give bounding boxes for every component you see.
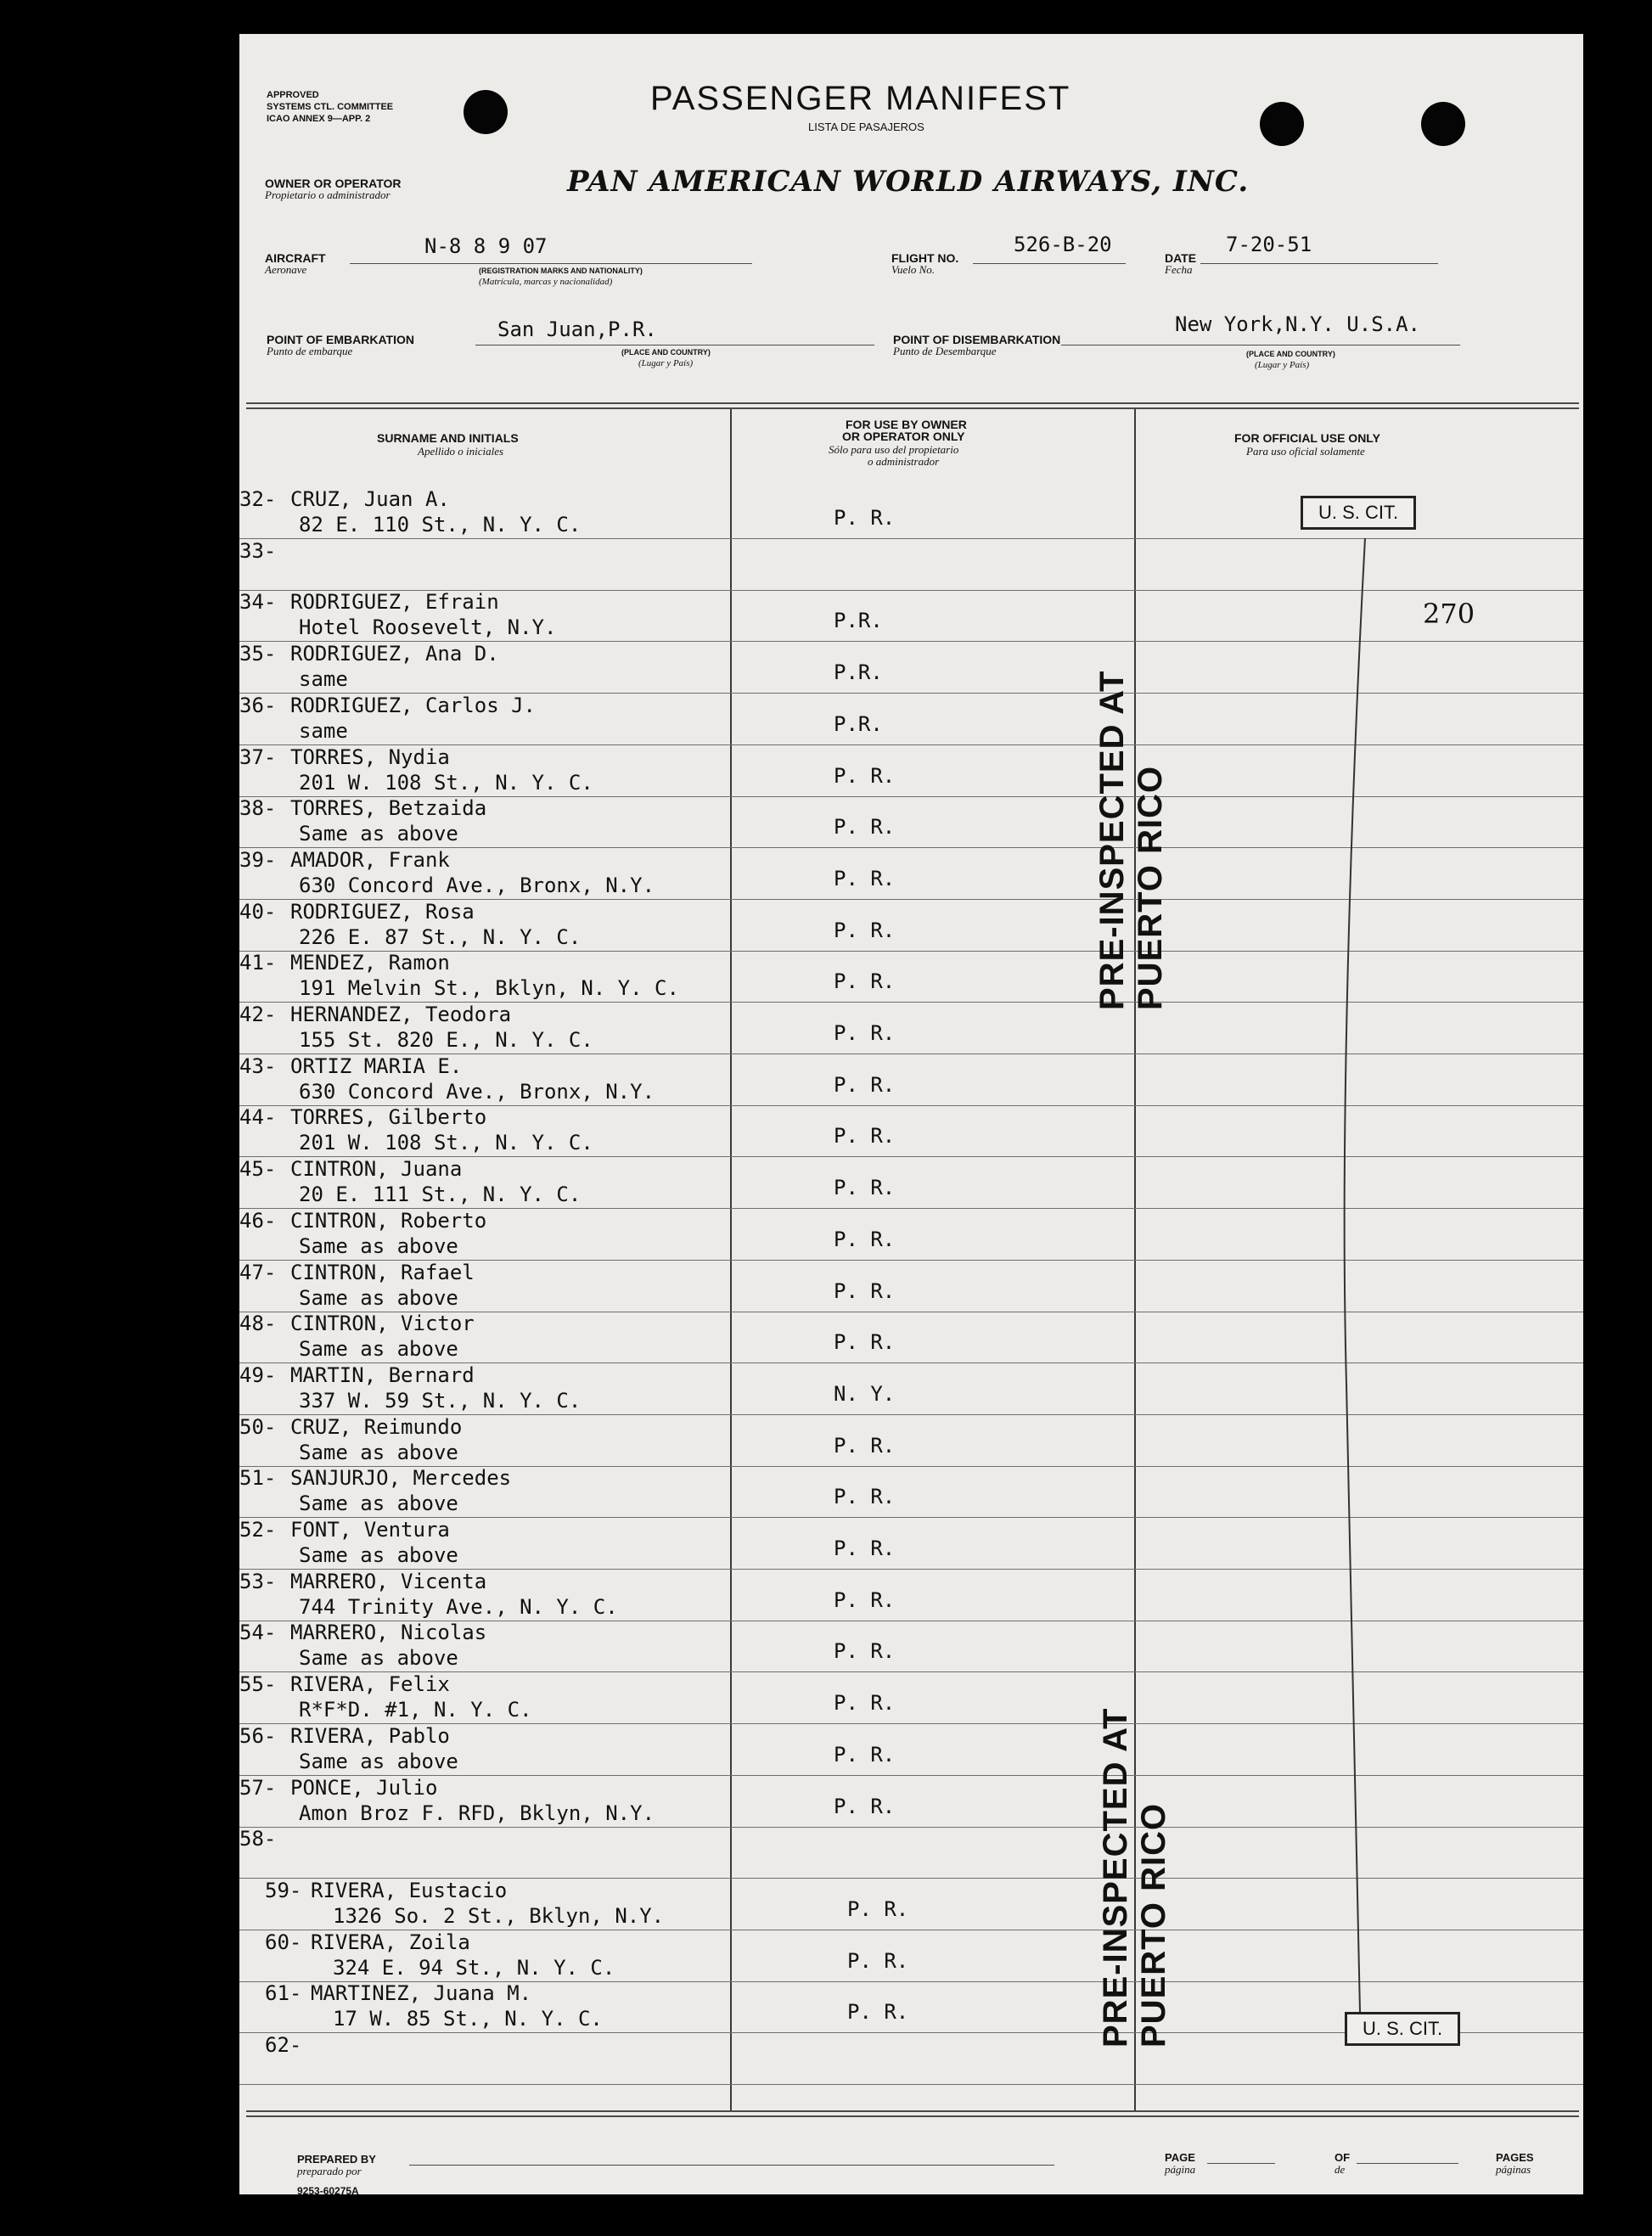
aircraft-label-es: Aeronave [265, 263, 307, 276]
disembark-label-es: Punto de Desembarque [893, 345, 997, 357]
pages-label-es: páginas [1496, 2163, 1531, 2176]
passenger-number: 48- [239, 1312, 277, 1336]
passenger-number: 40- [239, 899, 277, 924]
passenger-name: CINTRON, Rafael [290, 1260, 475, 1284]
operator-code: P.R. [834, 660, 883, 685]
passenger-number: 54- [239, 1621, 277, 1645]
passenger-name: TORRES, Betzaida [290, 796, 487, 821]
passenger-address: R*F*D. #1, N. Y. C. [299, 1698, 532, 1722]
official-column-header-es: Para uso oficial solamente [1246, 445, 1365, 458]
passenger-address: 191 Melvin St., Bklyn, N. Y. C. [299, 976, 679, 1001]
operator-column-header-2: OR OPERATOR ONLY [842, 430, 965, 443]
passenger-name: AMADOR, Frank [290, 847, 450, 872]
disembark-note: (PLACE AND COUNTRY) [1246, 350, 1335, 358]
bracket-line [1335, 535, 1385, 2029]
manifest-page [239, 34, 1583, 2194]
disembark-value: New York,N.Y. U.S.A. [1175, 312, 1420, 336]
passenger-address: same [299, 667, 348, 692]
passenger-number: 60- [265, 1930, 302, 1954]
owner-label: OWNER OR OPERATOR [265, 177, 402, 190]
pages-label: PAGES [1496, 2151, 1534, 2164]
operator-column-header-1: FOR USE BY OWNER [846, 418, 967, 431]
passenger-address: 226 E. 87 St., N. Y. C. [299, 924, 582, 949]
operator-code: P. R. [847, 1896, 909, 1921]
passenger-name: HERNANDEZ, Teodora [290, 1003, 512, 1026]
passenger-name: PONCE, Julio [290, 1775, 438, 1800]
operator-code: P. R. [834, 1021, 896, 1045]
passenger-number: 42- [239, 1003, 277, 1026]
passenger-name: CINTRON, Victor [290, 1312, 475, 1336]
operator-code: P.R. [834, 609, 883, 633]
passenger-number: 57- [239, 1775, 277, 1800]
passenger-number: 45- [239, 1157, 277, 1182]
prepared-by-label: PREPARED BY [297, 2153, 376, 2166]
passenger-number: 46- [239, 1208, 277, 1233]
owner-value: PAN AMERICAN WORLD AIRWAYS, INC. [567, 165, 1250, 199]
row-divider [239, 2084, 1583, 2085]
operator-code: P. R. [834, 1227, 896, 1251]
passenger-number: 53- [239, 1569, 277, 1593]
passenger-name: CRUZ, Reimundo [290, 1414, 463, 1439]
passenger-number: 59- [265, 1878, 302, 1902]
date-label-es: Fecha [1165, 263, 1193, 276]
operator-code: P. R. [834, 1072, 896, 1097]
operator-code: P. R. [834, 815, 896, 840]
date-label: DATE [1165, 251, 1197, 265]
passenger-name: MARTINEZ, Juana M. [311, 1981, 532, 2006]
passenger-name: TORRES, Gilberto [290, 1105, 487, 1130]
passenger-name: MARTIN, Bernard [290, 1362, 475, 1387]
aircraft-label: AIRCRAFT [265, 251, 326, 265]
flight-label: FLIGHT NO. [891, 251, 959, 265]
us-citizen-stamp-top: U. S. CIT. [1301, 496, 1416, 530]
operator-code: P. R. [834, 1587, 896, 1612]
passenger-address: Same as above [299, 1337, 458, 1362]
passenger-name: SANJURJO, Mercedes [290, 1466, 512, 1491]
approval-line-1: APPROVED [267, 90, 319, 100]
passenger-number: 47- [239, 1260, 277, 1284]
aircraft-note: (REGISTRATION MARKS AND NATIONALITY) [479, 267, 643, 275]
owner-label-es: Propietario o administrador [265, 188, 391, 201]
embark-note-es: (Lugar y País) [638, 358, 694, 368]
date-value: 7-20-51 [1226, 233, 1312, 256]
passenger-name: MARRERO, Nicolas [290, 1621, 487, 1645]
operator-code: P. R. [834, 1691, 896, 1716]
disembark-label: POINT OF DISEMBARKATION [893, 333, 1061, 346]
passenger-number: 55- [239, 1672, 277, 1697]
page-subtitle: LISTA DE PASAJEROS [808, 121, 924, 133]
passenger-address: Same as above [299, 1233, 458, 1258]
operator-code: P.R. [834, 711, 883, 736]
operator-code: N. Y. [834, 1381, 896, 1406]
passenger-name: ORTIZ MARIA E. [290, 1053, 463, 1078]
page-label-es: página [1165, 2163, 1196, 2176]
passenger-address: Same as above [299, 1285, 458, 1310]
aircraft-value: N-8 8 9 07 [424, 234, 548, 258]
embark-value: San Juan,P.R. [497, 317, 657, 341]
passenger-number: 33- [239, 538, 277, 563]
passenger-number: 36- [239, 693, 277, 717]
passenger-number: 51- [239, 1466, 277, 1491]
passenger-address: 744 Trinity Ave., N. Y. C. [299, 1594, 618, 1619]
operator-column-header-es-1: Sólo para uso del propietario [829, 443, 959, 456]
operator-code: P. R. [834, 1485, 896, 1509]
passenger-address: Same as above [299, 1440, 458, 1464]
official-column-header: FOR OFFICIAL USE ONLY [1234, 431, 1380, 445]
form-number: 9253-60275A [297, 2185, 359, 2194]
passenger-number: 62- [265, 2033, 302, 2057]
operator-code: P. R. [834, 969, 896, 994]
operator-code: P. R. [834, 866, 896, 890]
operator-code: P. R. [834, 1176, 896, 1200]
passenger-address: 1326 So. 2 St., Bklyn, N.Y. [333, 1903, 665, 1928]
prepared-by-line [409, 2165, 1054, 2166]
operator-code: P. R. [847, 1948, 909, 1973]
passenger-name: RODRIGUEZ, Efrain [290, 590, 499, 615]
passenger-name: RODRIGUEZ, Ana D. [290, 642, 499, 666]
table-bottom-rule-1 [246, 2110, 1579, 2112]
passenger-name: MARRERO, Vicenta [290, 1569, 487, 1593]
of-line [1357, 2163, 1458, 2164]
passenger-number: 38- [239, 796, 277, 821]
passenger-number: 44- [239, 1105, 277, 1130]
passenger-address: 337 W. 59 St., N. Y. C. [299, 1388, 582, 1413]
passenger-number: 43- [239, 1053, 277, 1078]
page-line [1207, 2163, 1275, 2164]
aircraft-note-es: (Matrícula, marcas y nacionalidad) [479, 277, 613, 287]
passenger-address: 324 E. 94 St., N. Y. C. [333, 1955, 615, 1980]
operator-code: P. R. [834, 1124, 896, 1149]
passenger-name: RODRIGUEZ, Carlos J. [290, 693, 536, 717]
passenger-number: 35- [239, 642, 277, 666]
passenger-name: CRUZ, Juan A. [290, 487, 450, 511]
prepared-by-label-es: preparado por [297, 2165, 362, 2177]
name-column-header-es: Apellido o iniciales [418, 445, 504, 458]
passenger-address: Hotel Roosevelt, N.Y. [299, 615, 557, 640]
passenger-number: 52- [239, 1518, 277, 1542]
passenger-name: CINTRON, Juana [290, 1157, 463, 1182]
operator-code: P. R. [834, 1794, 896, 1818]
operator-code: P. R. [834, 1639, 896, 1664]
passenger-name: MENDEZ, Ramon [290, 951, 450, 975]
operator-column-header-es-2: o administrador [868, 455, 940, 468]
us-citizen-stamp-bottom: U. S. CIT. [1345, 2012, 1460, 2046]
passenger-number: 41- [239, 951, 277, 975]
passenger-address: Same as above [299, 1543, 458, 1567]
name-column-header: SURNAME AND INITIALS [377, 431, 519, 445]
operator-code: P. R. [834, 763, 896, 788]
passenger-address: 20 E. 111 St., N. Y. C. [299, 1183, 582, 1207]
passenger-number: 50- [239, 1414, 277, 1439]
operator-code: P. R. [834, 506, 896, 530]
operator-code: P. R. [834, 1330, 896, 1355]
page-label: PAGE [1165, 2151, 1195, 2164]
approval-line-2: SYSTEMS CTL. COMMITTEE [267, 102, 394, 112]
passenger-address: Same as above [299, 822, 458, 846]
passenger-name: RIVERA, Zoila [311, 1930, 470, 1954]
embark-label: POINT OF EMBARKATION [267, 333, 414, 346]
passenger-address: Same as above [299, 1492, 458, 1516]
passenger-name: TORRES, Nydia [290, 744, 450, 769]
passenger-address: 630 Concord Ave., Bronx, N.Y. [299, 873, 655, 897]
passenger-name: RIVERA, Eustacio [311, 1878, 508, 1902]
passenger-number: 49- [239, 1362, 277, 1387]
flight-label-es: Vuelo No. [891, 263, 936, 276]
table-bottom-rule-2 [246, 2115, 1579, 2117]
passenger-name: RODRIGUEZ, Rosa [290, 899, 475, 924]
preinspected-stamp-bottom: PRE-INSPECTED AT PUERTO RICO [1097, 1707, 1172, 2048]
passenger-address: 155 St. 820 E., N. Y. C. [299, 1028, 593, 1052]
passenger-name: CINTRON, Roberto [290, 1208, 487, 1233]
official-number: 270 [1423, 598, 1475, 630]
embark-label-es: Punto de embarque [267, 345, 353, 357]
of-label: OF [1335, 2151, 1351, 2164]
flight-value: 526-B-20 [1014, 233, 1112, 256]
passenger-number: 58- [239, 1827, 277, 1851]
operator-code: P. R. [847, 2000, 909, 2025]
preinspected-stamp-top: PRE-INSPECTED AT PUERTO RICO [1093, 670, 1169, 1010]
passenger-number: 39- [239, 847, 277, 872]
passenger-number: 34- [239, 590, 277, 615]
passenger-address: 201 W. 108 St., N. Y. C. [299, 1131, 593, 1155]
passenger-number: 61- [265, 1981, 302, 2006]
operator-code: P. R. [834, 1278, 896, 1303]
passenger-number: 37- [239, 744, 277, 769]
passenger-number: 32- [239, 487, 277, 511]
operator-code: P. R. [834, 1537, 896, 1560]
passenger-name: FONT, Ventura [290, 1518, 450, 1542]
passenger-name: RIVERA, Pablo [290, 1723, 450, 1748]
of-label-es: de [1335, 2163, 1346, 2176]
passenger-number: 56- [239, 1723, 277, 1748]
passenger-address: 630 Concord Ave., Bronx, N.Y. [299, 1079, 655, 1104]
passenger-name: RIVERA, Felix [290, 1672, 450, 1697]
page-title: PASSENGER MANIFEST [650, 80, 1071, 117]
passenger-address: Same as above [299, 1749, 458, 1773]
passenger-address: Same as above [299, 1646, 458, 1671]
passenger-address: 82 E. 110 St., N. Y. C. [299, 513, 582, 537]
passenger-address: 201 W. 108 St., N. Y. C. [299, 770, 593, 795]
embark-note: (PLACE AND COUNTRY) [621, 348, 711, 357]
disembark-note-es: (Lugar y País) [1255, 360, 1310, 370]
operator-code: P. R. [834, 918, 896, 942]
passenger-address: Amon Broz F. RFD, Bklyn, N.Y. [299, 1801, 655, 1825]
operator-code: P. R. [834, 1433, 896, 1458]
passenger-address: same [299, 718, 348, 743]
approval-line-3: ICAO ANNEX 9—APP. 2 [267, 114, 371, 124]
passenger-address: 17 W. 85 St., N. Y. C. [333, 2007, 603, 2031]
operator-code: P. R. [834, 1742, 896, 1767]
